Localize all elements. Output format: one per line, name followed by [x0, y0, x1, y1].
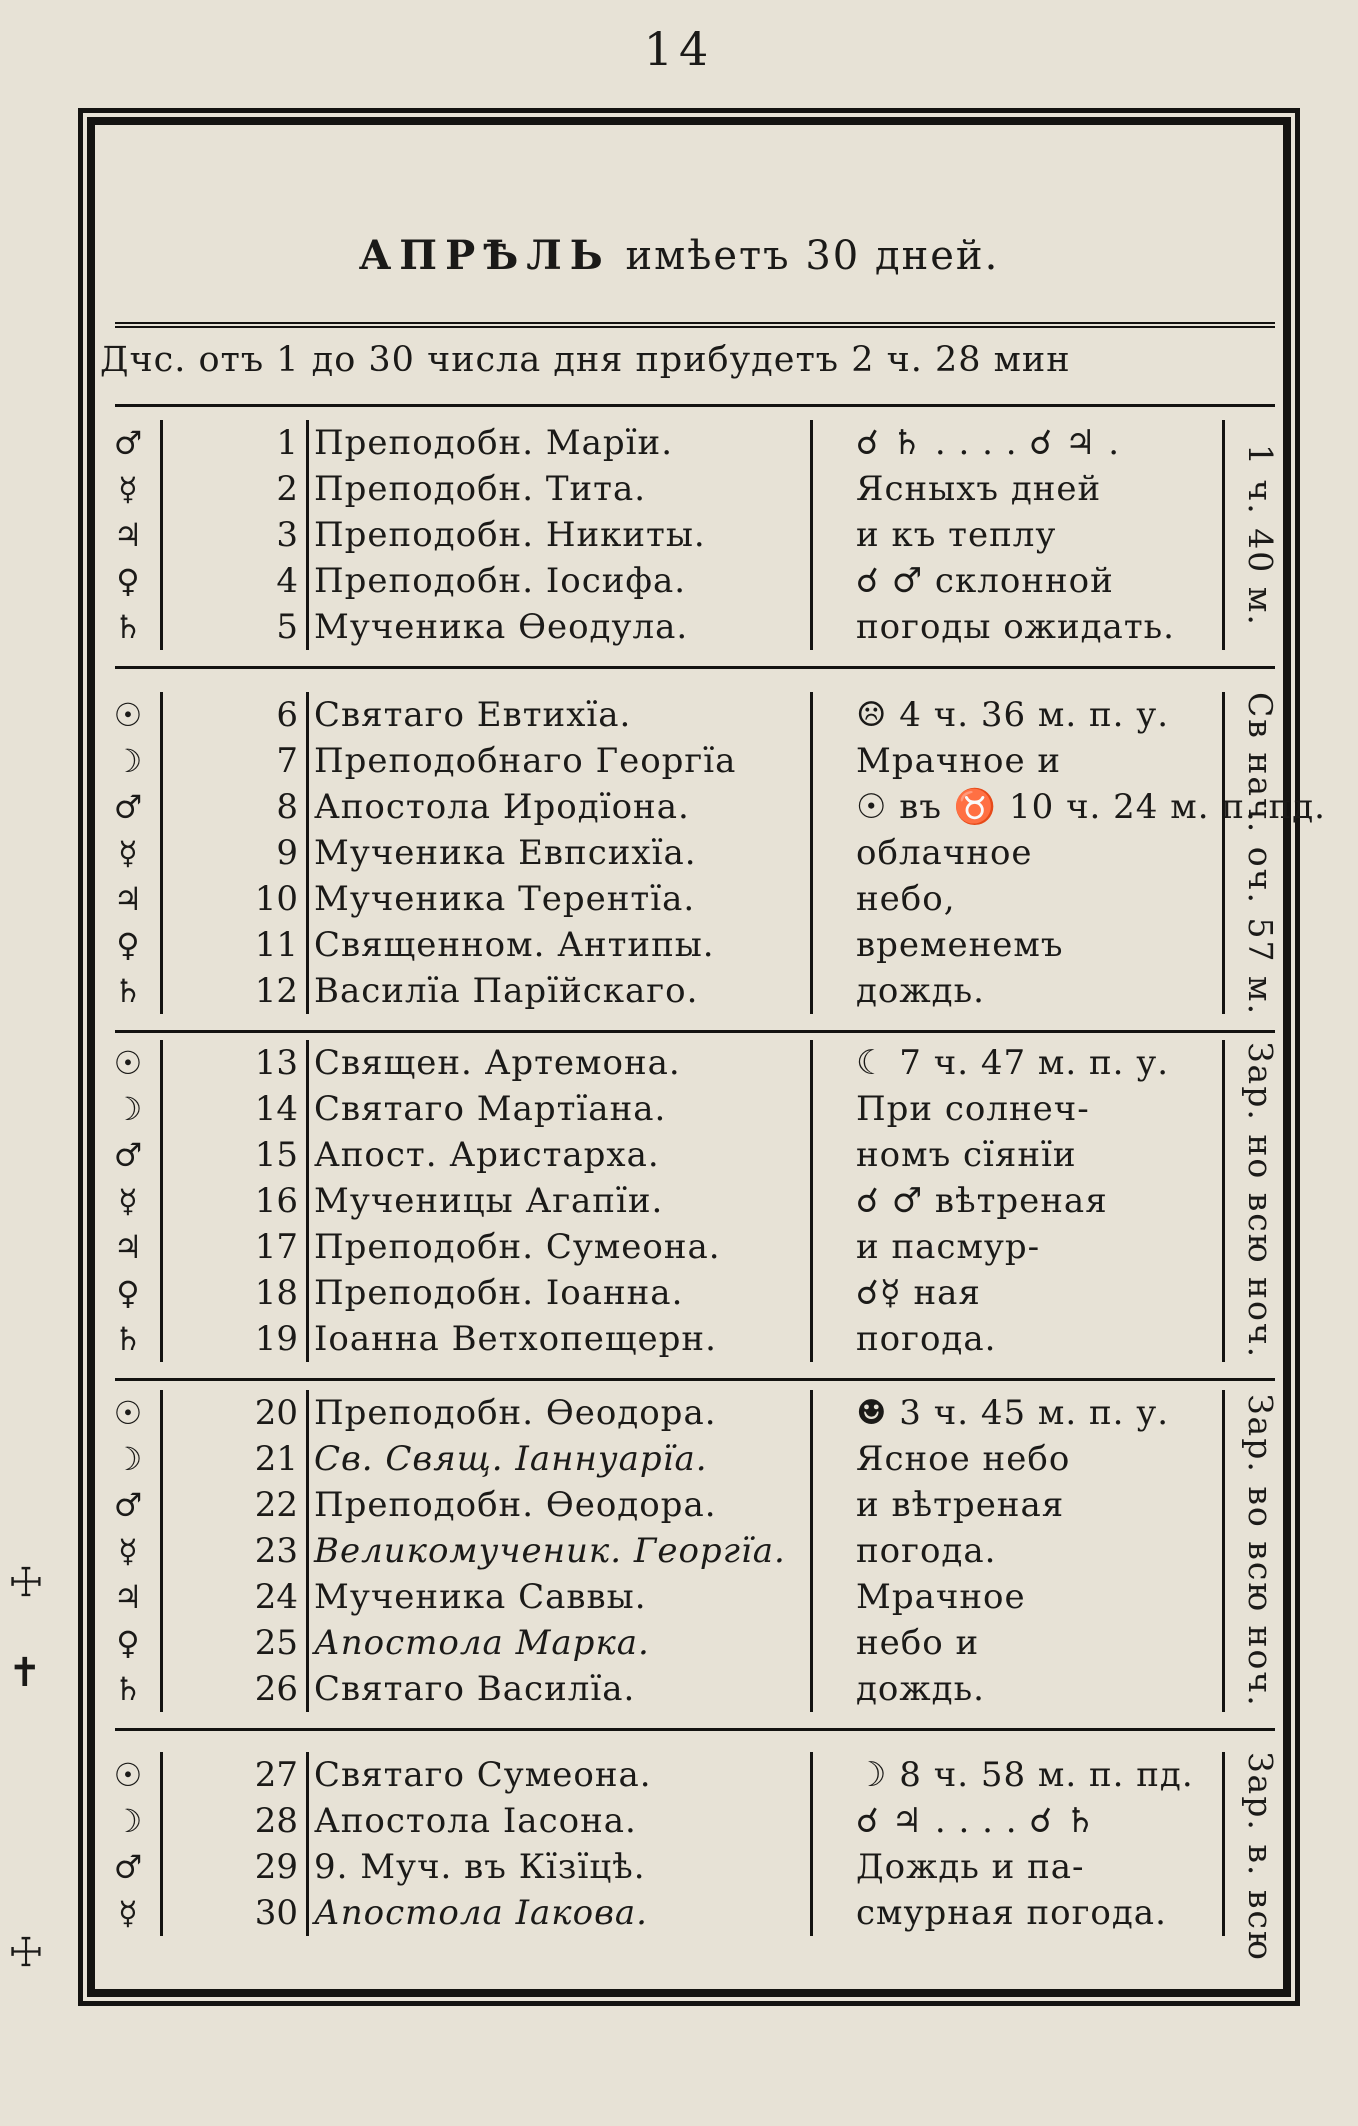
saint-entry: Св. Свящ. Іаннуарїа.	[314, 1439, 708, 1479]
saint-entry: Апостола Іакова.	[314, 1893, 648, 1933]
column-divider	[306, 1040, 309, 1362]
week-block	[98, 1390, 1280, 1712]
side-note: Зар. в. всю	[1241, 1752, 1280, 1962]
weather-entry: небо,	[856, 879, 956, 919]
margin-cross-icon: ☩	[8, 1930, 44, 1976]
heading-rule	[115, 322, 1275, 328]
planet-entry: ♃	[113, 1228, 143, 1266]
week-block	[98, 1040, 1280, 1362]
column-divider	[160, 692, 163, 1014]
week-separator	[115, 1728, 1275, 1731]
weather-entry: ☌ ♃ . . . . ☌ ♄	[856, 1801, 1097, 1841]
column-divider	[1222, 692, 1225, 1014]
planet-entry: ☿	[118, 1532, 138, 1570]
month-name: АПРѢЛЬ	[358, 232, 611, 279]
weather-entry: и къ теплу	[856, 515, 1057, 555]
week-block	[98, 1752, 1280, 1962]
day-number-entry: 23	[254, 1531, 298, 1571]
saint-column	[310, 1390, 810, 1712]
day-number-entry: 8	[276, 787, 298, 827]
saint-entry: 9. Муч. въ Кїзїцѣ.	[314, 1847, 646, 1887]
column-divider	[160, 1390, 163, 1712]
weather-entry: ☌ ♄ . . . . ☌ ♃ .	[856, 423, 1121, 463]
planet-entry: ☉	[113, 696, 143, 734]
planet-entry: ♂	[113, 1848, 143, 1886]
saint-entry: Святаго Евтихїа.	[314, 695, 632, 735]
planet-entry: ♄	[113, 1320, 143, 1358]
weather-entry: ☽ 8 ч. 58 м. п. пд.	[856, 1755, 1194, 1795]
day-number-entry: 9	[276, 833, 298, 873]
day-number-entry: 29	[254, 1847, 298, 1887]
saint-entry: Апост. Аристарха.	[314, 1135, 660, 1175]
planet-entry: ♂	[113, 424, 143, 462]
column-divider	[810, 420, 813, 650]
day-number-entry: 7	[276, 741, 298, 781]
saint-column	[310, 420, 810, 650]
daylight-note: Дчс. отъ 1 до 30 числа дня прибудетъ 2 ч. 28 мин	[100, 340, 1071, 380]
saint-entry: Преподобн. Марїи.	[314, 423, 674, 463]
saint-entry: Апостола Марка.	[314, 1623, 650, 1663]
day-number-entry: 3	[276, 515, 298, 555]
planet-column	[98, 1040, 158, 1362]
planet-entry: ☿	[118, 470, 138, 508]
weather-entry: ☾ 7 ч. 47 м. п. у.	[856, 1043, 1170, 1083]
saint-entry: Святаго Василїа.	[314, 1669, 636, 1709]
month-heading	[0, 232, 1358, 279]
day-number-column	[164, 1040, 304, 1362]
planet-entry: ☿	[118, 1894, 138, 1932]
side-note: 1 ч. 40 м.	[1241, 443, 1280, 627]
day-number-entry: 4	[276, 561, 298, 601]
planet-entry: ☿	[118, 834, 138, 872]
column-divider	[160, 1040, 163, 1362]
day-number-entry: 16	[254, 1181, 298, 1221]
weather-entry: Дождь и па-	[856, 1847, 1085, 1887]
column-divider	[306, 1752, 309, 1936]
planet-entry: ♂	[113, 1486, 143, 1524]
column-divider	[1222, 420, 1225, 650]
week-separator	[115, 1030, 1275, 1033]
day-number-entry: 25	[254, 1623, 298, 1663]
weather-entry: ☌☿ ная	[856, 1273, 981, 1313]
week-block	[98, 692, 1326, 1017]
saint-entry: Мученика Терентїа.	[314, 879, 696, 919]
planet-entry: ♀	[116, 1624, 140, 1662]
saint-entry: Преподобн. Сумеона.	[314, 1227, 721, 1267]
planet-entry: ♀	[116, 562, 140, 600]
day-number-column	[164, 1390, 304, 1712]
column-divider	[810, 1752, 813, 1936]
planet-entry: ☽	[113, 742, 143, 780]
planet-entry: ♂	[113, 788, 143, 826]
weather-entry: небо и	[856, 1623, 980, 1663]
saint-entry: Преподобн. Іосифа.	[314, 561, 687, 601]
saint-entry: Преподобнаго Георгїа	[314, 741, 737, 781]
saint-entry: Іоанна Ветхопещерн.	[314, 1319, 717, 1359]
day-number-entry: 6	[276, 695, 298, 735]
planet-entry: ♀	[116, 926, 140, 964]
saint-entry: Преподобн. Ѳеодора.	[314, 1393, 717, 1433]
page-number: 14	[643, 22, 715, 76]
day-number-entry: 19	[254, 1319, 298, 1359]
day-number-entry: 12	[254, 971, 298, 1011]
weather-entry: ☻ 3 ч. 45 м. п. у.	[856, 1393, 1170, 1433]
side-note: Св нач. оч. 57 м.	[1241, 692, 1280, 1017]
day-number-entry: 15	[254, 1135, 298, 1175]
planet-entry: ♄	[113, 1670, 143, 1708]
weather-entry: Мрачное и	[856, 741, 1062, 781]
weather-entry: и пасмур-	[856, 1227, 1041, 1267]
weather-entry: облачное	[856, 833, 1033, 873]
planet-entry: ☿	[118, 1182, 138, 1220]
saint-column	[310, 692, 810, 1014]
week-separator	[115, 666, 1275, 669]
planet-entry: ♂	[113, 1136, 143, 1174]
day-number-entry: 27	[254, 1755, 298, 1795]
day-number-entry: 28	[254, 1801, 298, 1841]
weather-entry: и вѣтреная	[856, 1485, 1065, 1525]
weather-entry: При солнеч-	[856, 1089, 1090, 1129]
weather-entry: ☹ 4 ч. 36 м. п. у.	[856, 695, 1170, 735]
saint-entry: Мученика Ѳеодула.	[314, 607, 689, 647]
day-number-entry: 20	[254, 1393, 298, 1433]
planet-column	[98, 420, 158, 650]
side-note: Зар. во всю ноч.	[1241, 1394, 1280, 1708]
column-divider	[810, 1040, 813, 1362]
saint-column	[310, 1752, 810, 1936]
saint-entry: Мученика Евпсихїа.	[314, 833, 697, 873]
planet-entry: ☉	[113, 1394, 143, 1432]
weather-entry: дождь.	[856, 971, 985, 1011]
day-number-entry: 14	[254, 1089, 298, 1129]
month-days: имѣетъ 30 дней.	[625, 233, 1000, 279]
day-number-entry: 24	[254, 1577, 298, 1617]
weather-entry: погоды ожидать.	[856, 607, 1175, 647]
day-number-entry: 5	[276, 607, 298, 647]
column-divider	[810, 692, 813, 1014]
saint-entry: Апостола Иродїона.	[314, 787, 690, 827]
saint-entry: Преподобн. Тита.	[314, 469, 647, 509]
saint-entry: Великомученик. Георгїа.	[314, 1531, 786, 1571]
saint-entry: Преподобн. Никиты.	[314, 515, 706, 555]
weather-entry: временемъ	[856, 925, 1064, 965]
planet-entry: ☉	[113, 1044, 143, 1082]
day-number-entry: 22	[254, 1485, 298, 1525]
saint-entry: Мученика Саввы.	[314, 1577, 647, 1617]
planet-entry: ♀	[116, 1274, 140, 1312]
week-block	[98, 420, 1280, 650]
day-number-column	[164, 692, 304, 1014]
column-divider	[810, 1390, 813, 1712]
column-divider	[1222, 1752, 1225, 1936]
column-divider	[306, 1390, 309, 1712]
subheading-rule	[115, 404, 1275, 407]
column-divider	[160, 420, 163, 650]
weather-entry: ☉ въ ♉ 10 ч. 24 м. п. пд.	[856, 787, 1326, 827]
margin-cross-icon: ✝	[8, 1650, 42, 1696]
planet-column	[98, 692, 158, 1014]
weather-entry: смурная погода.	[856, 1893, 1167, 1933]
day-number-entry: 11	[254, 925, 298, 965]
day-number-entry: 17	[254, 1227, 298, 1267]
saint-entry: Преподобн. Ѳеодора.	[314, 1485, 717, 1525]
weather-entry: дождь.	[856, 1669, 985, 1709]
column-divider	[306, 420, 309, 650]
saint-entry: Святаго Мартїана.	[314, 1089, 667, 1129]
saint-entry: Апостола Іасона.	[314, 1801, 637, 1841]
weather-entry: погода.	[856, 1531, 997, 1571]
planet-entry: ♃	[113, 880, 143, 918]
day-number-entry: 1	[276, 423, 298, 463]
weather-entry: Ясное небо	[856, 1439, 1071, 1479]
planet-entry: ♃	[113, 1578, 143, 1616]
weather-entry: номъ сїянїи	[856, 1135, 1077, 1175]
planet-entry: ☽	[113, 1090, 143, 1128]
saint-entry: Мученицы Агапїи.	[314, 1181, 664, 1221]
planet-entry: ♃	[113, 516, 143, 554]
planet-column	[98, 1752, 158, 1936]
saint-entry: Преподобн. Іоанна.	[314, 1273, 684, 1313]
column-divider	[1222, 1040, 1225, 1362]
weather-entry: ☌ ♂ склонной	[856, 561, 1114, 601]
planet-entry: ☉	[113, 1756, 143, 1794]
day-number-column	[164, 1752, 304, 1936]
day-number-entry: 13	[254, 1043, 298, 1083]
weather-entry: Ясныхъ дней	[856, 469, 1102, 509]
weather-entry: погода.	[856, 1319, 997, 1359]
planet-entry: ♄	[113, 608, 143, 646]
column-divider	[160, 1752, 163, 1936]
day-number-entry: 2	[276, 469, 298, 509]
saint-entry: Святаго Сумеона.	[314, 1755, 652, 1795]
day-number-entry: 21	[254, 1439, 298, 1479]
day-number-column	[164, 420, 304, 650]
week-separator	[115, 1378, 1275, 1381]
column-divider	[306, 692, 309, 1014]
weather-entry: ☌ ♂ вѣтреная	[856, 1181, 1108, 1221]
saint-entry: Священном. Антипы.	[314, 925, 715, 965]
saint-entry: Василїа Парїйскаго.	[314, 971, 699, 1011]
column-divider	[1222, 1390, 1225, 1712]
day-number-entry: 18	[254, 1273, 298, 1313]
margin-cross-icon: ☩	[8, 1560, 44, 1606]
planet-column	[98, 1390, 158, 1712]
day-number-entry: 30	[254, 1893, 298, 1933]
weather-entry: Мрачное	[856, 1577, 1026, 1617]
planet-entry: ☽	[113, 1440, 143, 1478]
saint-entry: Священ. Артемона.	[314, 1043, 681, 1083]
day-number-entry: 26	[254, 1669, 298, 1709]
planet-entry: ☽	[113, 1802, 143, 1840]
side-note: Зар. но всю ноч.	[1241, 1042, 1280, 1360]
saint-column	[310, 1040, 810, 1362]
planet-entry: ♄	[113, 972, 143, 1010]
day-number-entry: 10	[254, 879, 298, 919]
